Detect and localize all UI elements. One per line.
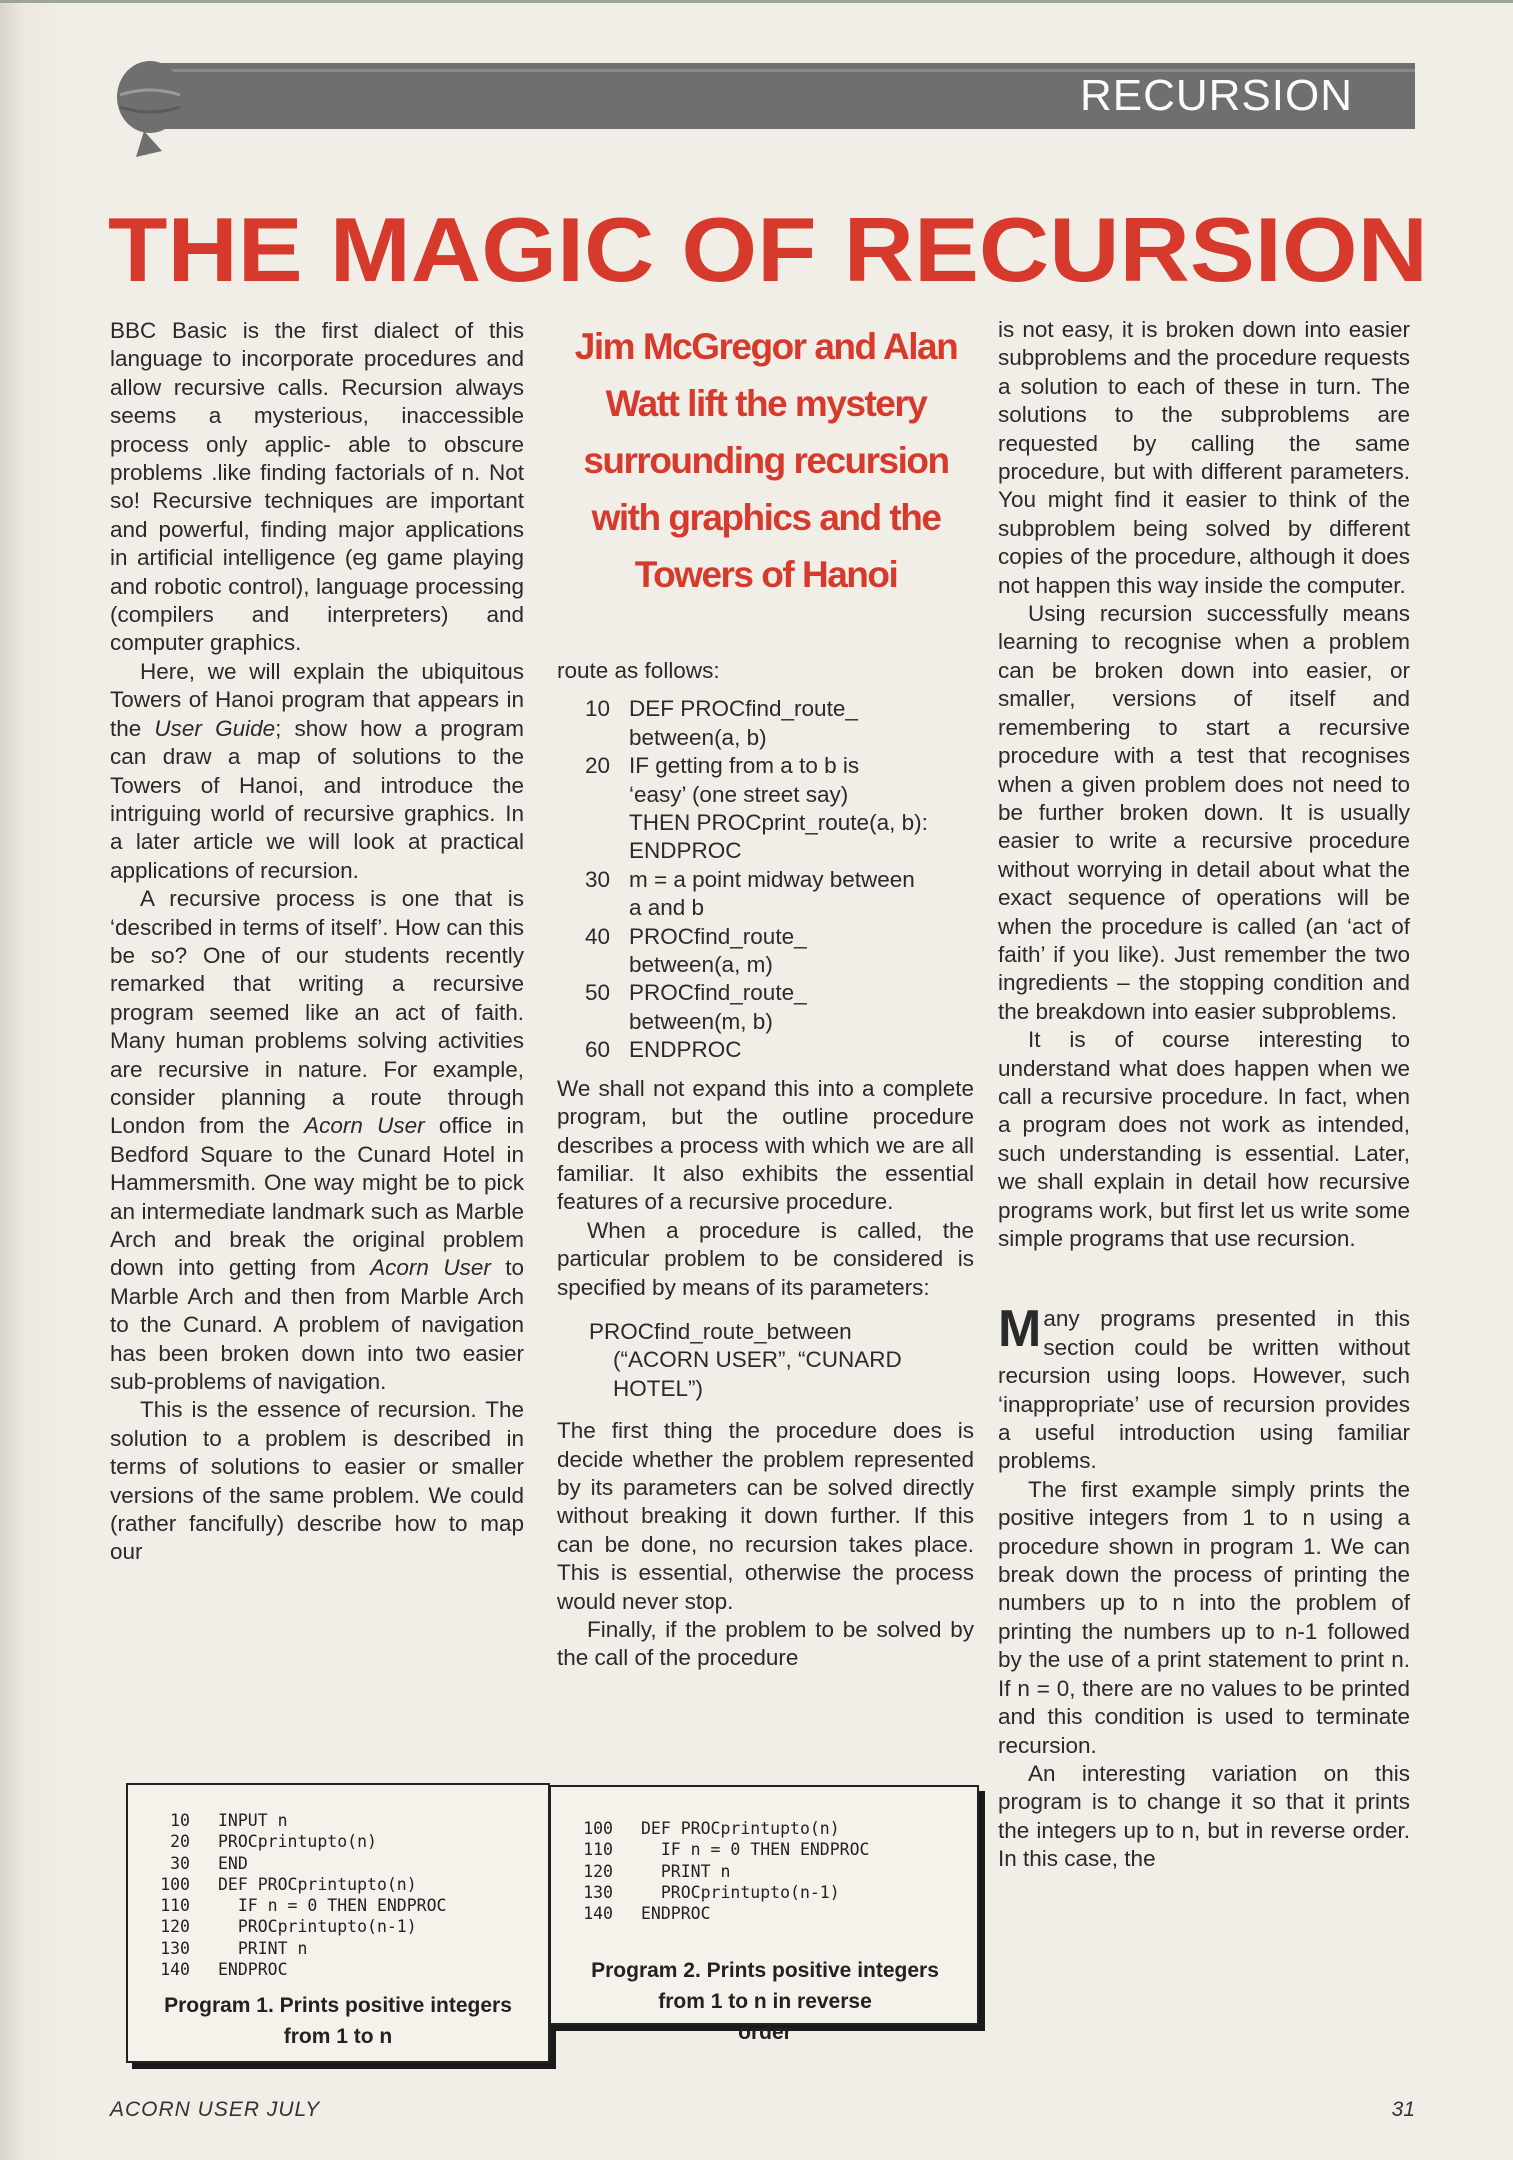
listing-line-number: 140 xyxy=(583,1904,613,1924)
listing-line-number: 130 xyxy=(160,1938,190,1958)
col3-paragraph-6: An interesting variation on this program is to change it so that it prints the integers up to n, but in reverse order. In this case, the xyxy=(998,1760,1410,1872)
col1-paragraph-2 xyxy=(110,658,524,885)
listing-line-number: 120 xyxy=(160,1917,190,1937)
listing-line xyxy=(551,1861,869,1882)
listing-source: ENDPROC xyxy=(641,1904,711,1924)
pseudocode-line xyxy=(585,979,974,1036)
listing-source: IF n = 0 THEN ENDPROC xyxy=(641,1840,870,1860)
program-2-caption-line-1: Program 2. Prints positive integers xyxy=(591,1959,939,1982)
listing-line xyxy=(551,1818,869,1839)
program-2-listing xyxy=(551,1818,869,1924)
footer-page-number: 31 xyxy=(1391,2098,1415,2121)
statement xyxy=(629,923,974,980)
pseudocode-line xyxy=(585,923,974,980)
listing-source: PROCprintupto(n-1) xyxy=(641,1882,840,1902)
program-2-caption xyxy=(565,1955,965,2048)
article-column-3 xyxy=(998,316,1410,1874)
statement-line: between(m, b) xyxy=(629,1008,773,1034)
statement-line: DEF PROCfind_route_ xyxy=(629,696,858,722)
col2-paragraph-2: When a procedure is called, the particular problem to be considered is specified by means of its parameters: xyxy=(557,1217,974,1300)
col1-paragraph-3 xyxy=(110,885,524,1396)
col3-paragraph-4 xyxy=(998,1300,1410,1475)
pseudocode-line xyxy=(585,1036,974,1064)
proc-call-line-1: PROCfind_route_between xyxy=(589,1318,852,1344)
section-gap xyxy=(998,1253,1410,1305)
route-pseudocode xyxy=(585,695,974,1064)
listing-source: ENDPROC xyxy=(218,1960,288,1980)
procedure-call-example xyxy=(589,1318,974,1403)
listing-line xyxy=(128,1831,446,1852)
statement-line: PROCfind_route_ xyxy=(629,923,807,949)
col1-p3-text-a: A recursive process is one that is ‘described in terms of itself’. How can this be so? One of our students recently remarked that writing a recursive program seemed like an act of faith. Many human problems solving activities are recursive in nature. For example, consider planning a route through London from the xyxy=(110,886,524,1139)
line-number: 60 xyxy=(585,1037,611,1063)
listing-line-number: 30 xyxy=(170,1853,190,1873)
drop-cap: M xyxy=(998,1300,1042,1359)
footer-magazine-issue: ACORN USER JULY xyxy=(110,2098,321,2121)
listing-line-number: 10 xyxy=(170,1811,190,1830)
program-2-caption-line-2: from 1 to n in reverse xyxy=(658,1990,872,2013)
statement-line: between(a, b) xyxy=(629,724,767,750)
line-number: 20 xyxy=(585,753,611,779)
pseudocode-line xyxy=(585,695,974,752)
program-1-caption-line-2: from 1 to n xyxy=(283,2025,393,2048)
section-label: RECURSION xyxy=(1079,71,1353,120)
listing-line-number: 110 xyxy=(160,1896,190,1916)
statement xyxy=(629,866,974,923)
statement-line: THEN PROCprint_route(a, b): xyxy=(629,810,928,836)
col2-paragraph-1: We shall not expand this into a complete program, but the outline procedure describes a process with which we are all familiar. It also exhibits the essential features of a recursive procedure. xyxy=(557,1075,974,1215)
col1-p2-emphasis: User Guide xyxy=(154,715,276,741)
headline: THE MAGIC OF RECURSION xyxy=(108,200,1428,301)
listing-source: DEF PROCprintupto(n) xyxy=(641,1819,840,1838)
listing-line xyxy=(128,1895,446,1916)
line-number: 30 xyxy=(585,866,611,892)
col2-intro: route as follows: xyxy=(557,658,720,683)
statement-line: a and b xyxy=(629,895,705,921)
listing-line xyxy=(551,1882,869,1903)
program-1-box xyxy=(126,1783,550,2063)
listing-line xyxy=(128,1853,446,1874)
col1-p2-text-a: Here, we will explain the ubiquitous Towers of Hanoi program that appears in the xyxy=(110,658,524,741)
listing-source: DEF PROCprintupto(n) xyxy=(218,1874,417,1894)
statement-line: ENDPROC xyxy=(629,838,742,864)
listing-line xyxy=(551,1903,869,1924)
section-header-bar xyxy=(160,63,1415,129)
listing-line-number: 120 xyxy=(583,1861,613,1881)
listing-source: PROCprintupto(n) xyxy=(218,1832,377,1852)
listing-source: PROCprintupto(n-1) xyxy=(218,1917,417,1937)
col3-paragraph-1: is not easy, it is broken down into easier subproblems and the procedure requests a solution to each of these in turn. The solutions to the subproblems are requested by calling the same procedure, but with different parameters. You might find it easier to think of the subproblem being solved by different copies of the procedure, although it does not happen this way inside the computer. xyxy=(998,317,1410,598)
statement xyxy=(629,695,974,752)
col3-paragraph-3: It is of course interesting to understand what does happen when we call a recursive procedure. In fact, when a program does not work as intended, such understanding is essential. Later, we shall explain in detail how recursive programs work, but first let us write some simple programs that use recursion. xyxy=(998,1027,1410,1251)
question-mark-logo-icon xyxy=(110,55,190,165)
col1-p2-text-b: ; show how a program can draw a map of solutions to the Towers of Hanoi, and introduce the intriguing world of recursive graphics. In a later article we will look at practical applications of recursion. xyxy=(110,715,525,883)
listing-line xyxy=(128,1959,446,1980)
listing-source: PRINT n xyxy=(218,1938,308,1958)
statement-line: ‘easy’ (one street say) xyxy=(629,781,849,807)
listing-line-number: 100 xyxy=(583,1819,613,1838)
listing-source: INPUT n xyxy=(218,1811,288,1830)
program-2-caption-line-3: order xyxy=(738,2021,792,2044)
line-number: 50 xyxy=(585,980,611,1006)
statement-line: ENDPROC xyxy=(629,1037,742,1063)
statement xyxy=(629,1036,974,1064)
listing-line-number: 100 xyxy=(160,1874,190,1894)
col3-paragraph-2: Using recursion successfully means learning to recognise when a problem can be broken down into easier, or smaller, versions of itself and remembering to start a recursive procedure with a test that recognises when a given problem does not need to be further broken down. It is usually easier to write a recursive procedure without worrying in detail about what the exact sequence of operations will be when the procedure is called (an ‘act of faith’ if you like). Just remember the two ingredients – the stopping condition and the breakdown into easier subproblems. xyxy=(998,601,1410,1024)
proc-call-line-3: HOTEL”) xyxy=(613,1375,703,1401)
col1-p3-emphasis-2: Acorn User xyxy=(370,1255,491,1281)
listing-line xyxy=(128,1916,446,1937)
statement-line: PROCfind_route_ xyxy=(629,980,807,1006)
col3-paragraph-5: The first example simply prints the positive integers from 1 to n using a procedure shown in program 1. We can break down the process of printing the numbers up to n into the problem of printing the numbers up to n-1 followed by the use of a print statement to print n. If n = 0, there are no values to be printed and this condition is used to terminate recursion. xyxy=(998,1476,1410,1758)
deck-standfirst: Jim McGregor and Alan Watt lift the mystery surrounding recursion with graphics and the Towers of Hanoi xyxy=(574,326,958,595)
col1-paragraph-1: BBC Basic is the first dialect of this language to incorporate procedures and allow recursive calls. Recursion always seems a mysterious, inaccessible process only applic- able to obscure problems .like finding factorials of n. Not so! Recursive techniques are important and powerful, finding major applications in artificial intelligence (eg game playing and robotic control), language processing (compilers and interpreters) and computer graphics. xyxy=(110,318,524,656)
statement-line: IF getting from a to b is xyxy=(629,753,860,779)
col1-p3-text-b: office in Bedford Square to the Cunard Hotel in Hammersmith. One way might be to pick an intermediate landmark such as Marble Arch and break the original problem down into getting from xyxy=(110,1113,524,1281)
listing-source: IF n = 0 THEN ENDPROC xyxy=(218,1896,447,1916)
listing-line-number: 20 xyxy=(170,1832,190,1852)
statement xyxy=(629,752,974,866)
program-1-caption-line-1: Program 1. Prints positive integers xyxy=(164,1994,512,2017)
listing-line-number: 110 xyxy=(583,1840,613,1860)
col1-p3-text-c: to Marble Arch and then from Marble Arch to the Cunard. A problem of navigation has been broken down into two easier sub-problems of navigation. xyxy=(110,1255,524,1395)
line-number: 10 xyxy=(585,696,611,722)
line-number: 40 xyxy=(585,923,611,949)
listing-source: PRINT n xyxy=(641,1861,731,1881)
pseudocode-line xyxy=(585,866,974,923)
listing-source: END xyxy=(218,1853,248,1873)
program-1-listing xyxy=(128,1810,446,1980)
statement xyxy=(629,979,974,1036)
pseudocode-line xyxy=(585,752,974,866)
program-1-caption xyxy=(138,1990,538,2052)
col3-p4-text: any programs presented in this section could be written without recursion using loops. However, such ‘inappropriate’ use of recursion provides a useful introduction using familiar problems. xyxy=(998,1306,1410,1474)
article-column-1 xyxy=(110,317,524,1567)
statement-line: m = a point midway between xyxy=(629,866,915,892)
statement-line: between(a, m) xyxy=(629,952,773,978)
col1-p3-emphasis-1: Acorn User xyxy=(304,1113,425,1139)
listing-line xyxy=(128,1938,446,1959)
listing-line-number: 140 xyxy=(160,1960,190,1980)
col2-paragraph-3: The first thing the procedure does is decide whether the problem represented by its parameters can be solved directly without breaking it down further. If this can be done, no recursion takes place. This is essential, otherwise the process would never stop. xyxy=(557,1418,974,1614)
top-rule xyxy=(0,0,1513,3)
listing-line xyxy=(128,1810,446,1831)
listing-line-number: 130 xyxy=(583,1882,613,1902)
proc-call-line-2: (“ACORN USER”, “CUNARD xyxy=(613,1347,902,1373)
col2-paragraph-4: Finally, if the problem to be solved by the call of the procedure xyxy=(557,1617,974,1671)
listing-line xyxy=(128,1874,446,1895)
article-column-2 xyxy=(557,657,974,1673)
listing-line xyxy=(551,1839,869,1860)
program-2-box xyxy=(549,1785,979,2044)
col1-paragraph-4: This is the essence of recursion. The solution to a problem is described in terms of solutions to easier or smaller versions of the same problem. We could (rather fancifully) describe how to map our xyxy=(110,1397,524,1565)
